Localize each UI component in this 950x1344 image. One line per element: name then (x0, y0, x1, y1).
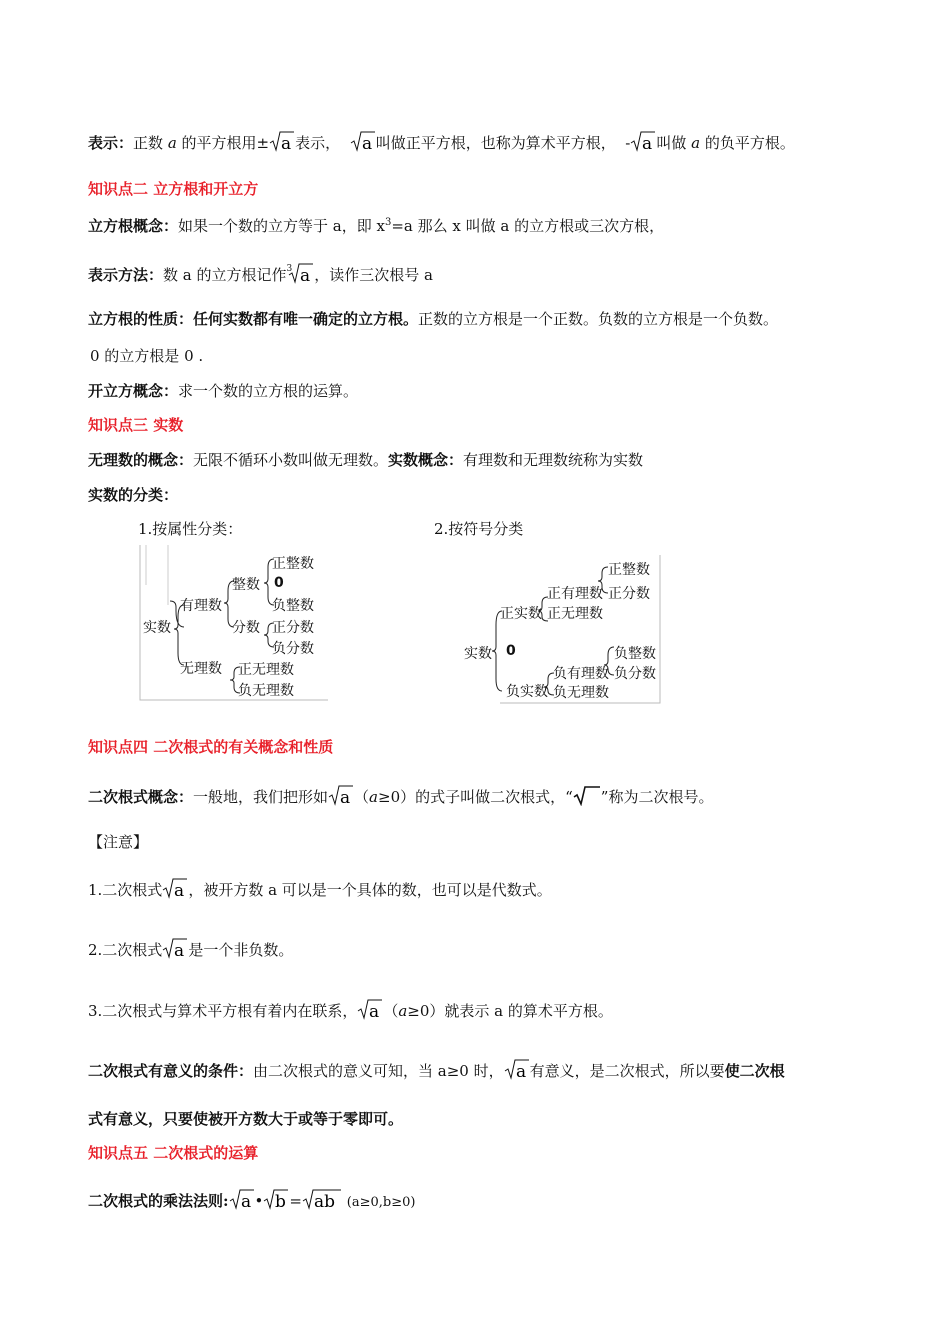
tree1-caption: 1.按属性分类： (138, 520, 243, 538)
sqrt-symbol (302, 1188, 342, 1210)
section-heading-5: 知识点五 二次根式的运算 (88, 1144, 259, 1162)
repr-label: 表示： (88, 134, 134, 152)
note-item-1: 1.二次根式 a ，被开方数 a 可以是一个具体的数，也可以是代数式。 (88, 877, 552, 901)
tree2-root: 实数 (464, 646, 492, 662)
tree2-caption: 2.按符号分类 (434, 520, 524, 538)
svg-text:a: a (515, 1062, 526, 1080)
tree2-pos-irr: 正无理数 (547, 606, 603, 622)
tree2-pos-real: 正实数 (500, 606, 542, 622)
sqrt-symbol (328, 784, 354, 806)
tree1-root: 实数 (143, 620, 171, 636)
sqrt-symbol (357, 998, 383, 1020)
cube-zero-line: 0 的立方根是 0 . (90, 347, 204, 365)
svg-text:a: a (340, 788, 351, 806)
irrational-paragraph: 无理数的概念：无限不循环小数叫做无理数。实数概念：有理数和无理数统称为实数 (88, 451, 644, 469)
section-heading-3: 知识点三 实数 (88, 416, 184, 434)
svg-text:ab: ab (313, 1192, 336, 1210)
tree2-zero: 0 (506, 643, 516, 659)
tree1-rational: 有理数 (180, 598, 222, 614)
tree1-pos-int: 正整数 (272, 556, 314, 572)
sqrt-symbol (162, 937, 188, 959)
multiplication-rule: 二次根式的乘法法则: a • b = ab (a≥0,b≥0) (88, 1188, 415, 1214)
tree2-neg-rat: 负有理数 (553, 666, 609, 682)
cube-method-paragraph: 表示方法：数 a 的立方根记作$^3$ a ，读作三次根号 a (88, 264, 433, 284)
sqrt-symbol (263, 1188, 289, 1210)
tree1-zero: 0 (274, 575, 284, 591)
svg-text:a: a (300, 266, 311, 284)
meaning-paragraph: 二次根式有意义的条件：由二次根式的意义可知，当 a≥0 时， a 有意义，是二次根式，所以要使二次根 (88, 1058, 785, 1082)
svg-text:a: a (240, 1192, 251, 1210)
tree2-neg-irr: 负无理数 (553, 685, 609, 701)
cube-root-symbol (288, 262, 314, 284)
svg-text:a: a (642, 134, 653, 152)
tree2-pos-int: 正整数 (608, 562, 650, 578)
tree2-pos-frac: 正分数 (608, 586, 650, 602)
classify-label: 实数的分类： (88, 486, 179, 504)
classification-tree-by-sign (462, 555, 667, 705)
tree1-pos-frac: 正分数 (272, 620, 314, 636)
sqrt-symbol (269, 130, 295, 152)
sqrt-symbol (504, 1058, 530, 1080)
sqrt-symbol (630, 130, 656, 152)
cube-concept-paragraph: 立方根概念：如果一个数的立方等于 a，即 $x^3=a$ 那么 x 叫做 a 的立方根或三次方根， (88, 217, 665, 235)
radical-sign-icon (573, 786, 601, 806)
svg-text:a: a (281, 134, 292, 152)
meaning-paragraph-cont: 式有意义，只要使被开方数大于或等于零即可。 (88, 1110, 404, 1128)
sqrt-symbol (162, 877, 188, 899)
note-item-3: 3.二次根式与算术平方根有着内在联系， a （a≥0）就表示 a 的算术平方根。 (88, 998, 613, 1022)
kailifang-paragraph: 开立方概念：求一个数的立方根的运算。 (88, 382, 359, 400)
tree1-neg-frac: 负分数 (272, 641, 314, 657)
svg-text:a: a (174, 941, 185, 959)
svg-text:a: a (361, 134, 372, 152)
tree2-neg-real: 负实数 (506, 684, 548, 700)
tree1-neg-irr: 负无理数 (238, 683, 294, 699)
tree1-neg-int: 负整数 (272, 598, 314, 614)
repr-paragraph: 表示：正数 a 的平方根用± a 表示， a 叫做正平方根，也称为算术平方根， - a 叫做 a 的负平方根。 (88, 130, 795, 154)
tree2-neg-int: 负整数 (614, 646, 656, 662)
tree1-pos-irr: 正无理数 (238, 662, 294, 678)
tree2-neg-frac: 负分数 (614, 666, 656, 682)
sqrt-symbol (229, 1188, 255, 1210)
classification-tree-by-attribute (138, 545, 338, 705)
tree2-pos-rat: 正有理数 (547, 586, 603, 602)
svg-text:a: a (174, 881, 185, 899)
tree1-fraction: 分数 (232, 620, 260, 636)
note-item-2: 2.二次根式 a 是一个非负数。 (88, 937, 293, 961)
svg-text:a: a (369, 1002, 380, 1020)
quad-concept-paragraph: 二次根式概念：一般地，我们把形如 a （a≥0）的式子叫做二次根式，“ ”称为二次根号。 (88, 784, 713, 808)
tree1-irrational: 无理数 (180, 661, 222, 677)
svg-text:b: b (275, 1192, 287, 1210)
tree1-integer: 整数 (232, 577, 260, 593)
section-heading-2: 知识点二 立方根和开立方 (88, 180, 259, 198)
sqrt-symbol (350, 130, 376, 152)
section-heading-4: 知识点四 二次根式的有关概念和性质 (88, 738, 334, 756)
cube-property-paragraph: 立方根的性质：任何实数都有唯一确定的立方根。正数的立方根是一个正数。负数的立方根是一个负数。 (88, 310, 779, 328)
note-heading: 【注意】 (88, 833, 149, 851)
